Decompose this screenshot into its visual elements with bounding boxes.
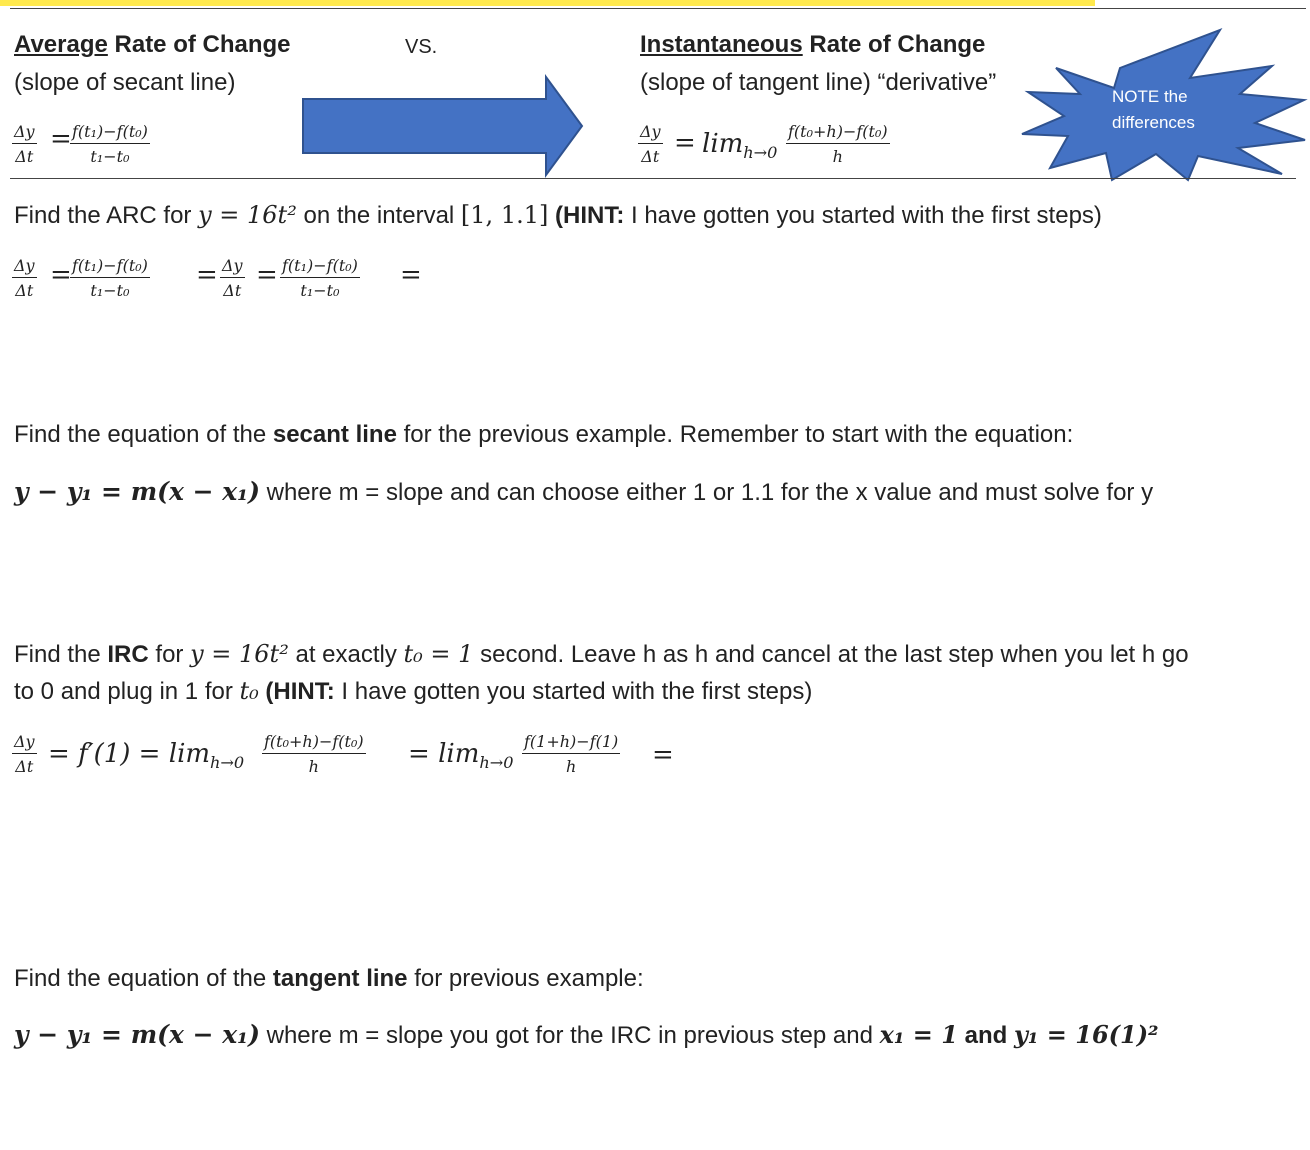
- q1-eq: y = 16t²: [198, 201, 297, 229]
- avg-fraction-den: t₁−t₀: [90, 147, 130, 166]
- q4-equation-line: [14, 1021, 1159, 1049]
- avg-dy: Δy: [12, 122, 37, 144]
- q4-and: and: [957, 1022, 1014, 1049]
- q2-equation-line: [14, 478, 1153, 506]
- q3-line2-pre: to 0 and plug in 1 for: [14, 678, 240, 705]
- q3-lim-sub: h→0: [210, 753, 245, 773]
- q1-fraction-2: [280, 256, 360, 300]
- q3-pre: Find the: [14, 641, 108, 668]
- q4-post: for previous example:: [407, 965, 644, 992]
- avg-fraction: [70, 122, 150, 166]
- q1-fraction-1-num: f(t₁)−f(t₀): [70, 256, 150, 278]
- q1-equals-3: =: [256, 260, 278, 290]
- starburst-line1: NOTE the: [1112, 87, 1188, 106]
- q3-line2-bold: (HINT:: [258, 678, 335, 705]
- q4-cond-y: y₁ = 16(1)²: [1013, 1020, 1159, 1049]
- inst-dt: Δt: [641, 147, 660, 166]
- inst-subtitle: (slope of tangent line) “derivative”: [640, 69, 997, 96]
- q2-prompt: [14, 422, 1073, 448]
- starburst-callout: [1020, 28, 1310, 186]
- q3-eq-c: =: [408, 739, 439, 769]
- q1-dt-1: Δt: [15, 281, 34, 300]
- q2-pre: Find the equation of the: [14, 421, 273, 448]
- q1-dy-dt-1: [12, 256, 37, 300]
- q1-dy-2: Δy: [220, 256, 245, 278]
- q4-rest: where m = slope you got for the IRC in previous step and: [259, 1022, 880, 1049]
- inst-title-word: Instantaneous: [640, 31, 803, 58]
- inst-lim-sub: h→0: [743, 143, 778, 163]
- avg-dt: Δt: [15, 147, 34, 166]
- q1-fraction-1: [70, 256, 150, 300]
- right-arrow-icon: [300, 74, 585, 178]
- avg-title: [14, 32, 291, 58]
- vs-label: VS.: [405, 36, 438, 58]
- inst-equals: =: [674, 128, 696, 158]
- q3-eq-b: =: [130, 739, 169, 769]
- q3-fraction-2-den: h: [565, 757, 577, 776]
- q4-eq: y − y₁ = m(x − x₁): [14, 1020, 260, 1049]
- top-rule: [10, 8, 1306, 9]
- q1-fraction-2-den: t₁−t₀: [300, 281, 340, 300]
- q2-rest: where m = slope and can choose either 1 or 1.1 for the x value and must solve for y: [259, 479, 1154, 506]
- q1-dy-dt-2: [220, 256, 245, 300]
- q3-fraction-2: [522, 732, 620, 776]
- q3-dy: Δy: [12, 732, 37, 754]
- q2-post: for the previous example. Remember to start with the equation:: [396, 421, 1074, 448]
- avg-dy-dt: [12, 122, 37, 166]
- q3-fraction-1-num: f(t₀+h)−f(t₀): [262, 732, 366, 754]
- avg-subtitle: (slope of secant line): [14, 69, 236, 96]
- q2-eq: y − y₁ = m(x − x₁): [14, 477, 260, 506]
- inst-dy-dt: [638, 122, 663, 166]
- header-divider: [10, 178, 1296, 179]
- q3-bold: IRC: [107, 641, 149, 668]
- q1-hint-rest: I have gotten you started with the first steps): [624, 202, 1102, 229]
- avg-equals: =: [50, 124, 72, 154]
- q1-hint-bold: (HINT:: [548, 202, 625, 229]
- q3-eq: y = 16t²: [190, 640, 289, 668]
- q3-lim: lim: [168, 739, 211, 769]
- q3-prompt-line1: [14, 641, 1189, 668]
- q1-prompt: [14, 202, 1102, 229]
- inst-title: [640, 32, 985, 58]
- q4-cond-x: x₁ = 1: [879, 1020, 958, 1049]
- q1-equals-4: =: [400, 260, 422, 290]
- q3-equals-end: =: [652, 740, 674, 770]
- q4-prompt: [14, 966, 644, 992]
- q3-eq-a: =: [48, 739, 79, 769]
- inst-lim: lim: [702, 129, 744, 159]
- starburst-line2: differences: [1112, 113, 1195, 132]
- q3-line2-rest: I have gotten you started with the first steps): [334, 678, 813, 705]
- inst-dy: Δy: [638, 122, 663, 144]
- q3-fprime: f′(1): [78, 739, 131, 769]
- yellow-highlight-bar: [0, 0, 1095, 6]
- q3-dt: Δt: [15, 757, 34, 776]
- q1-dt-2: Δt: [223, 281, 242, 300]
- q3-line2-t0: t₀: [239, 677, 259, 705]
- q3-fraction-2-num: f(1+h)−f(1): [522, 732, 620, 754]
- q3-mid2: at exactly: [288, 641, 404, 668]
- q3-lim-sub-2: h→0: [479, 753, 514, 773]
- q1-fraction-1-den: t₁−t₀: [90, 281, 130, 300]
- q4-pre: Find the equation of the: [14, 965, 273, 992]
- q1-fraction-2-num: f(t₁)−f(t₀): [280, 256, 360, 278]
- q3-derivative: [48, 740, 244, 772]
- q4-bold: tangent line: [272, 965, 408, 992]
- q3-post: second. Leave h as h and cancel at the last step when you let h go: [473, 641, 1189, 668]
- inst-fraction-num: f(t₀+h)−f(t₀): [786, 122, 890, 144]
- arrow-shape: [303, 77, 582, 175]
- q3-fraction-1: [262, 732, 366, 776]
- avg-title-rest: Rate of Change: [107, 31, 291, 58]
- q3-mid: for: [148, 641, 191, 668]
- q3-fraction-1-den: h: [308, 757, 319, 776]
- q1-pre: Find the ARC for: [14, 202, 199, 229]
- q3-limit-2: [408, 740, 513, 772]
- avg-fraction-num: f(t₁)−f(t₀): [70, 122, 150, 144]
- q1-mid: on the interval: [296, 202, 461, 229]
- inst-fraction-den: h: [832, 147, 843, 166]
- inst-limit: [702, 130, 777, 162]
- q1-dy-1: Δy: [12, 256, 37, 278]
- q3-lim-2: lim: [438, 739, 480, 769]
- q3-prompt-line2: [14, 678, 812, 705]
- q2-bold: secant line: [272, 421, 397, 448]
- q3-t0: t₀ = 1: [403, 640, 474, 668]
- inst-title-rest: Rate of Change: [802, 31, 986, 58]
- q3-dy-dt: [12, 732, 37, 776]
- inst-fraction: [786, 122, 890, 166]
- avg-title-word: Average: [14, 31, 108, 58]
- q1-equals-1: =: [50, 260, 72, 290]
- q1-interval: [1, 1.1]: [460, 201, 549, 229]
- q1-equals-2: =: [196, 260, 218, 290]
